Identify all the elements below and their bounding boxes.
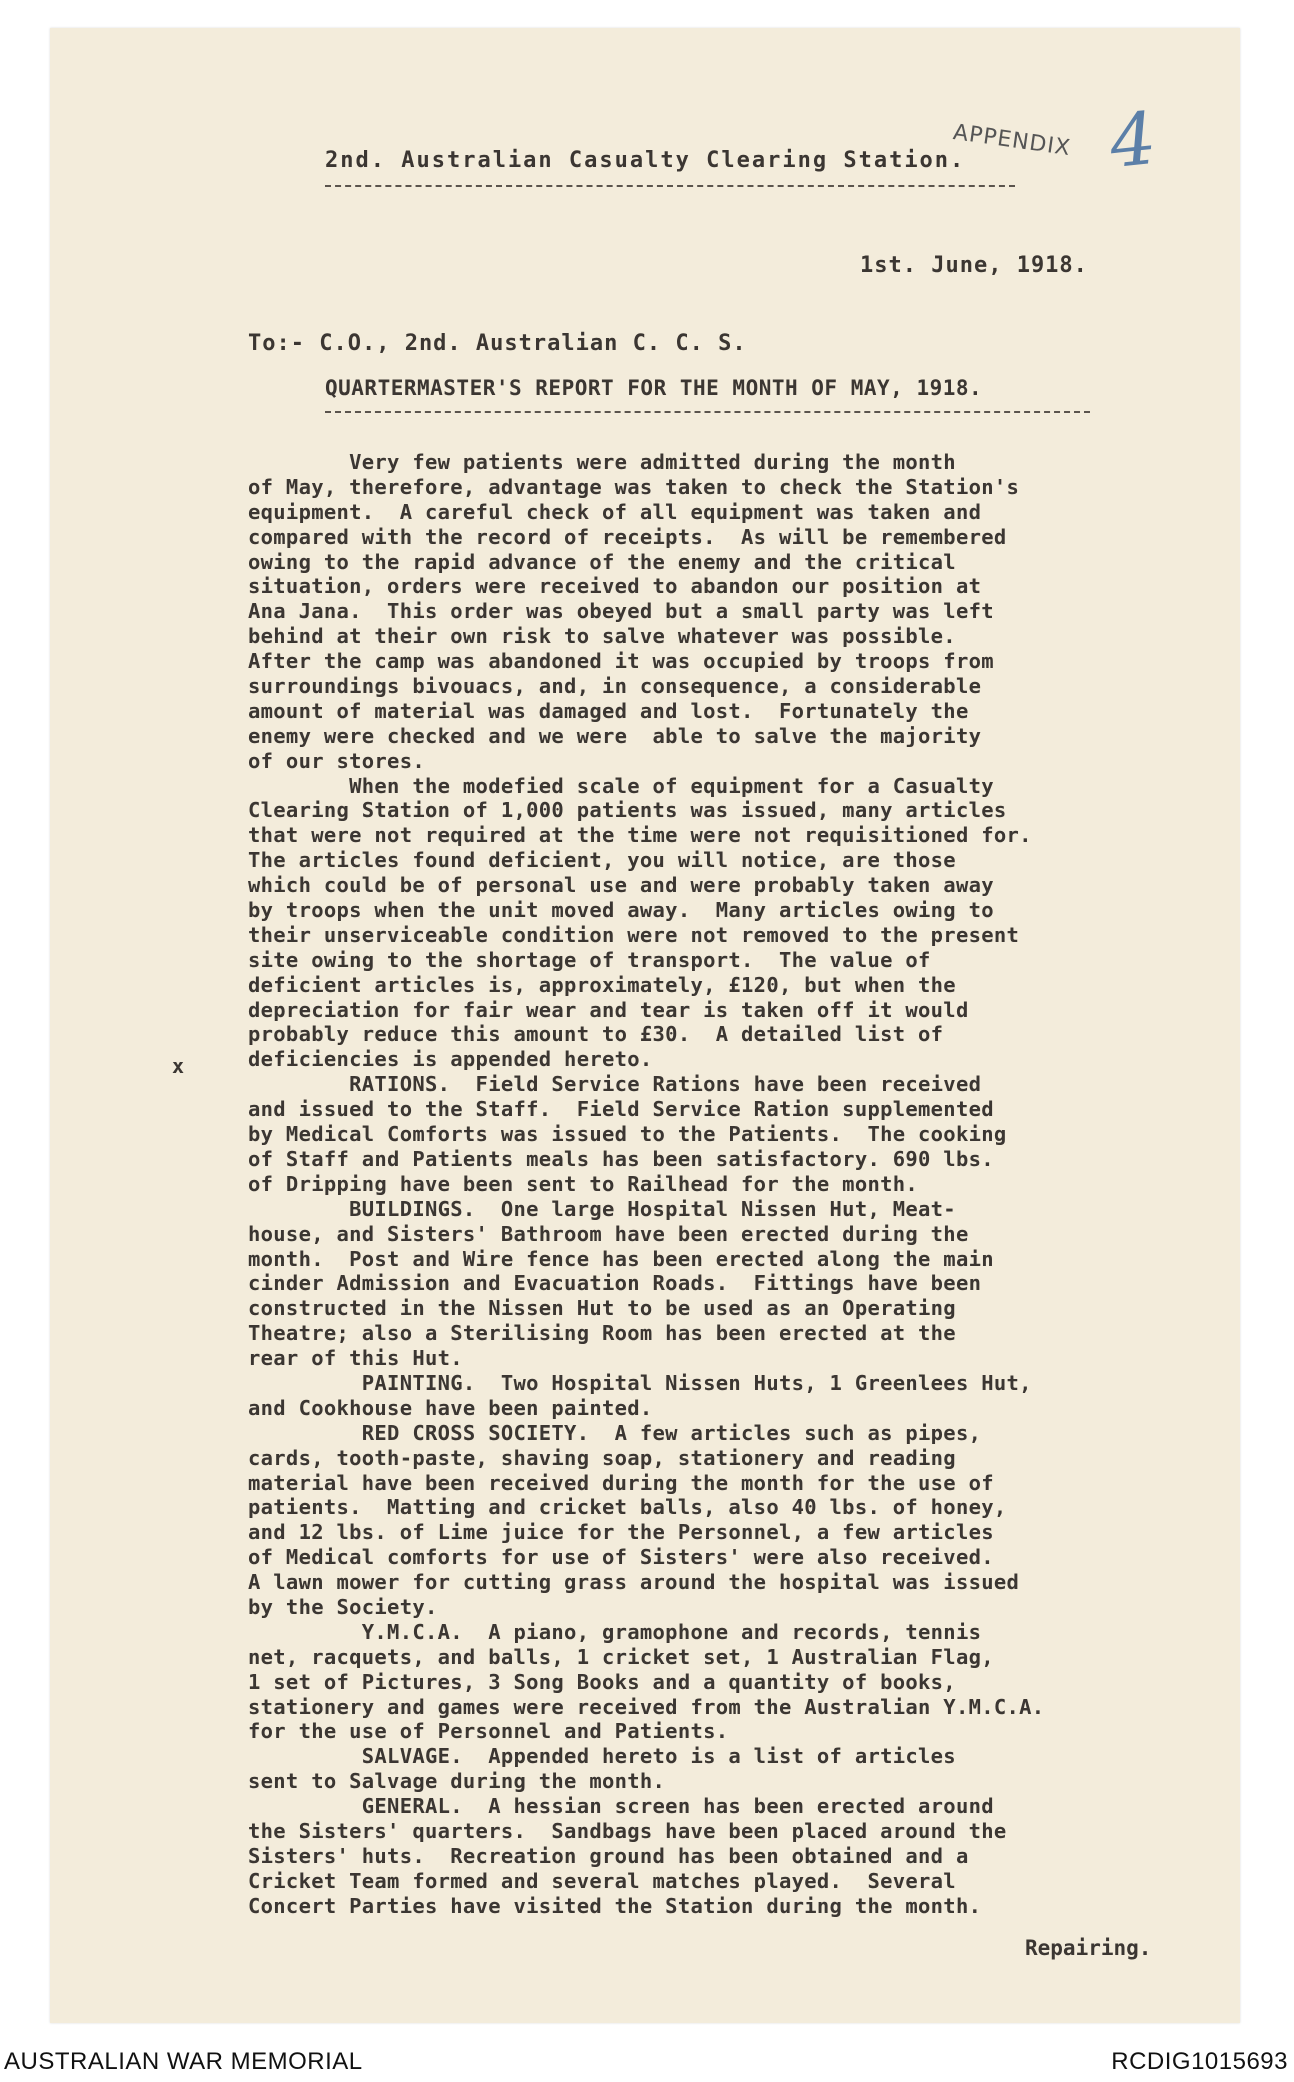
text-line: and issued to the Staff. Field Service Ration supplemented	[248, 1097, 994, 1122]
text-line: owing to the rapid advance of the enemy and the critical	[248, 549, 956, 574]
text-line: GENERAL. A hessian screen has been erected around	[248, 1794, 994, 1819]
report-title: QUARTERMASTER'S REPORT FOR THE MONTH OF MAY, 1918.	[325, 376, 983, 400]
footer-bar	[0, 2030, 1294, 2082]
catchword: Repairing.	[1025, 1936, 1152, 1960]
footer-institution: AUSTRALIAN WAR MEMORIAL	[4, 2048, 363, 2075]
text-line: of Dripping have been sent to Railhead for the month.	[248, 1171, 919, 1196]
text-line: of Medical comforts for use of Sisters' were also received.	[248, 1545, 994, 1570]
text-line: PAINTING. Two Hospital Nissen Huts, 1 Greenlees Hut,	[248, 1370, 1032, 1395]
text-line: material have been received during the month for the use of	[248, 1470, 994, 1495]
text-line: the Sisters' quarters. Sandbags have been placed around the	[248, 1818, 1007, 1843]
text-line: enemy were checked and we were able to salve the majority	[248, 723, 982, 748]
text-line: RATIONS. Field Service Rations have been received	[248, 1072, 982, 1097]
text-line: net, racquets, and balls, 1 cricket set, 1 Australian Flag,	[248, 1644, 994, 1669]
text-line: house, and Sisters' Bathroom have been erected during the	[248, 1221, 969, 1246]
text-line: Clearing Station of 1,000 patients was issued, many articles	[248, 798, 1007, 823]
text-line: of our stores.	[248, 748, 425, 773]
text-line: SALVAGE. Appended hereto is a list of articles	[248, 1744, 956, 1769]
text-line: situation, orders were received to abandon our position at	[248, 574, 982, 599]
text-line: constructed in the Nissen Hut to be used as an Operating	[248, 1296, 956, 1321]
text-line: month. Post and Wire fence has been erected along the main	[248, 1246, 994, 1271]
text-line: RED CROSS SOCIETY. A few articles such as pipes,	[248, 1420, 982, 1445]
text-line: for the use of Personnel and Patients.	[248, 1719, 729, 1744]
text-line: Y.M.C.A. A piano, gramophone and records, tennis	[248, 1619, 982, 1644]
text-line: their unserviceable condition were not removed to the present	[248, 922, 1020, 947]
text-line: which could be of personal use and were probably taken away	[248, 873, 994, 898]
margin-mark: x	[172, 1054, 185, 1078]
text-line: 1 set of Pictures, 3 Song Books and a quantity of books,	[248, 1669, 956, 1694]
report-body	[248, 450, 1238, 1919]
text-line: The articles found deficient, you will notice, are those	[248, 848, 956, 873]
text-line: stationery and games were received from the Australian Y.M.C.A.	[248, 1694, 1045, 1719]
text-line: equipment. A careful check of all equipment was taken and	[248, 499, 982, 524]
title-underline	[325, 411, 1090, 413]
text-line: deficient articles is, approximately, £120, but when the	[248, 972, 956, 997]
text-line: compared with the record of receipts. As will be remembered	[248, 524, 1007, 549]
document-heading: 2nd. Australian Casualty Clearing Station.	[325, 148, 966, 173]
text-line: Cricket Team formed and several matches played. Several	[248, 1868, 956, 1893]
text-line: Ana Jana. This order was obeyed but a small party was left	[248, 599, 994, 624]
text-line: Concert Parties have visited the Station during the month.	[248, 1893, 982, 1918]
text-line: that were not required at the time were not requisitioned for.	[248, 823, 1032, 848]
addressee-line: To:- C.O., 2nd. Australian C. C. S.	[248, 331, 747, 356]
text-line: by troops when the unit moved away. Many articles owing to	[248, 898, 994, 923]
text-line: Very few patients were admitted during the month	[248, 450, 956, 474]
text-line: surroundings bivouacs, and, in consequence, a considerable	[248, 674, 982, 699]
document-date: 1st. June, 1918.	[860, 253, 1088, 278]
text-line: amount of material was damaged and lost. Fortunately the	[248, 698, 969, 723]
text-line: rear of this Hut.	[248, 1346, 463, 1371]
footer-reference-id: RCDIG1015693	[1111, 2048, 1288, 2075]
text-line: cinder Admission and Evacuation Roads. Fittings have been	[248, 1271, 982, 1296]
text-line: patients. Matting and cricket balls, also 40 lbs. of honey,	[248, 1495, 1007, 1520]
text-line: of Staff and Patients meals has been satisfactory. 690 lbs.	[248, 1146, 994, 1171]
text-line: by Medical Comforts was issued to the Patients. The cooking	[248, 1122, 1007, 1147]
text-line: and Cookhouse have been painted.	[248, 1395, 653, 1420]
document-page	[50, 28, 1240, 2023]
text-line: depreciation for fair wear and tear is taken off it would	[248, 997, 969, 1022]
heading-underline	[325, 185, 1015, 187]
text-line: of May, therefore, advantage was taken to check the Station's	[248, 474, 1020, 499]
text-line: sent to Salvage during the month.	[248, 1769, 666, 1794]
text-line: After the camp was abandoned it was occupied by troops from	[248, 649, 994, 674]
text-line: probably reduce this amount to £30. A detailed list of	[248, 1022, 944, 1047]
appendix-annotation: APPENDIX	[951, 120, 1073, 162]
text-line: Theatre; also a Sterilising Room has been erected at the	[248, 1321, 956, 1346]
text-line: BUILDINGS. One large Hospital Nissen Hut, Meat-	[248, 1196, 956, 1221]
text-line: A lawn mower for cutting grass around the hospital was issued	[248, 1570, 1020, 1595]
text-line: Sisters' huts. Recreation ground has been obtained and a	[248, 1843, 969, 1868]
appendix-number-annotation: 4	[1105, 95, 1161, 185]
text-line: cards, tooth-paste, shaving soap, stationery and reading	[248, 1445, 956, 1470]
text-line: and 12 lbs. of Lime juice for the Personnel, a few articles	[248, 1520, 994, 1545]
text-line: site owing to the shortage of transport. The value of	[248, 947, 931, 972]
text-line: behind at their own risk to salve whatever was possible.	[248, 624, 956, 649]
text-line: by the Society.	[248, 1594, 438, 1619]
text-line: deficiencies is appended hereto.	[248, 1047, 653, 1072]
text-line: When the modefied scale of equipment for a Casualty	[248, 773, 994, 798]
